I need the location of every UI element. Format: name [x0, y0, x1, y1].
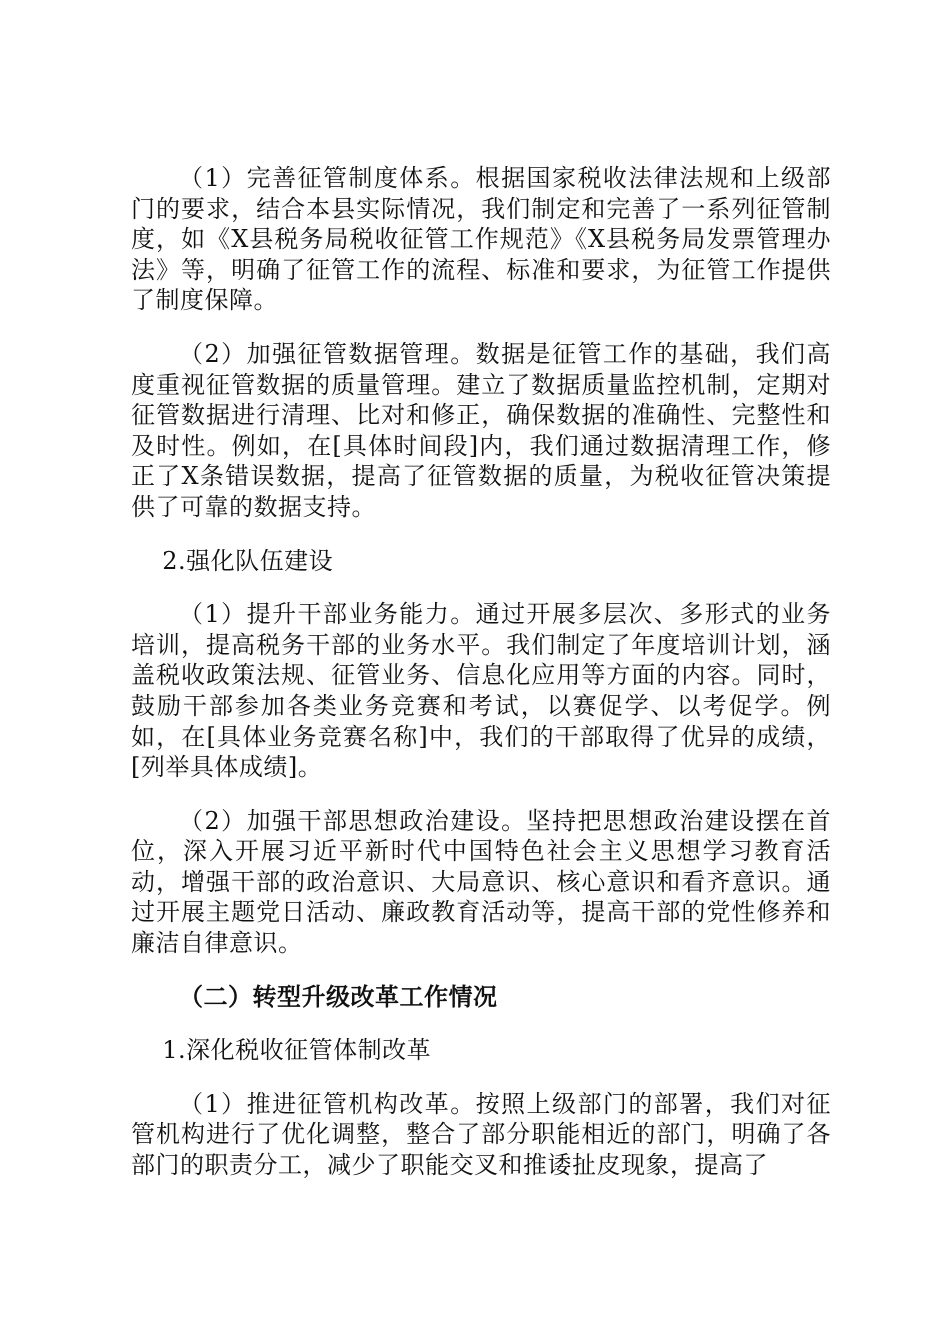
subheading-team-building: 2.强化队伍建设: [162, 546, 334, 575]
paragraph-business-ability: （1）提升干部业务能力。通过开展多层次、多形式的业务培训，提高税务干部的业务水平。我们制定了年度培训计划，涵盖税收政策法规、征管业务、信息化应用等方面的内容。同时，鼓励干部参加各类业务竞赛和考试，以赛促学、以考促学。例如，在[具体业务竞赛名称]中，我们的干部取得了优异的成绩，[列举具体成绩]。: [131, 600, 831, 782]
paragraph-political-building: （2）加强干部思想政治建设。坚持把思想政治建设摆在首位，深入开展习近平新时代中国特色社会主义思想学习教育活动，增强干部的政治意识、大局意识、核心意识和看齐意识。通过开展主题党日活动、廉政教育活动等，提高干部的党性修养和廉洁自律意识。: [131, 806, 831, 958]
paragraph-institution-reform: （1）推进征管机构改革。按照上级部门的部署，我们对征管机构进行了优化调整，整合了部分职能相近的部门，明确了各部门的职责分工，减少了职能交叉和推诿扯皮现象，提高了: [131, 1089, 831, 1180]
paragraph-collection-system: （1）完善征管制度体系。根据国家税收法律法规和上级部门的要求，结合本县实际情况，我们制定和完善了一系列征管制度，如《X县税务局税收征管工作规范》《X县税务局发票管理办法》等，明确了征管工作的流程、标准和要求，为征管工作提供了制度保障。: [131, 164, 831, 315]
subheading-deepen-reform: 1.深化税收征管体制改革: [162, 1036, 432, 1065]
document-page: [131, 163, 831, 1204]
paragraph-data-management: （2）加强征管数据管理。数据是征管工作的基础，我们高度重视征管数据的质量管理。建立了数据质量监控机制，定期对征管数据进行清理、比对和修正，确保数据的准确性、完整性和及时性。例如，在[具体时间段]内，我们通过数据清理工作，修正了X条错误数据，提高了征管数据的质量，为税收征管决策提供了可靠的数据支持。: [131, 339, 831, 521]
section-heading-reform: （二）转型升级改革工作情况: [179, 982, 498, 1011]
